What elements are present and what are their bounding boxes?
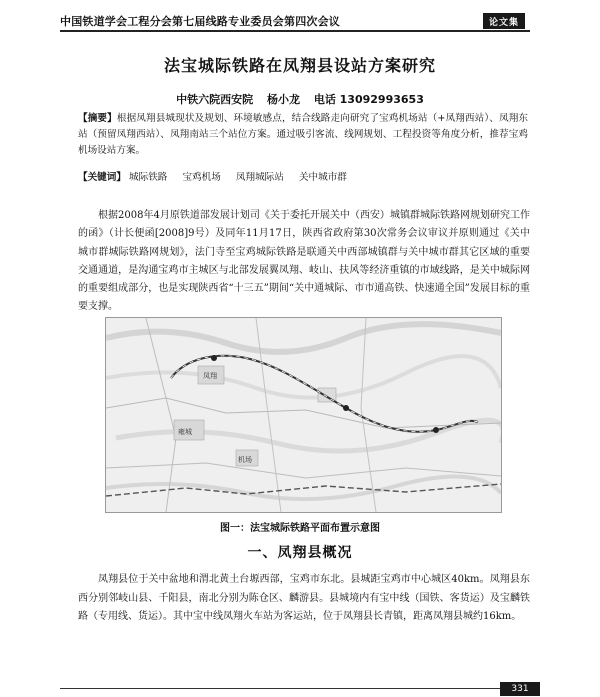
keyword: 城际铁路 xyxy=(129,172,168,183)
footer-rule xyxy=(60,688,500,689)
figure-caption: 图一：法宝城际铁路平面布置示意图 xyxy=(220,523,380,534)
abstract-text: 根据凤翔县城现状及规划、环境敏感点，结合线路走向研究了宝鸡机场站（+凤翔西站）、凤翔东站（预留凤翔西站）、凤翔南站三个站位方案。通过吸引客流、线网规划、工程投资等角度分析，推荐宝鸡机场设站方案。 xyxy=(78,113,528,156)
proceedings-badge: 论文集 xyxy=(483,13,525,29)
keyword: 凤翔城际站 xyxy=(235,172,284,183)
route-map xyxy=(106,318,501,512)
intro-paragraph: 根据2008年4月原铁道部发展计划司《关于委托开展关中（西安）城镇群城际铁路网规划研究工作的函》（计长便函[2008]9号）及同年11月17日，陕西省政府第30次常务会议审议并原则通过《关中城市群城际铁路网规划》，法门寺至宝鸡城际铁路是联通关中西部城镇群与关中城市群其它区域的重要交通通道，是沟通宝鸡市主城区与北部发展翼凤翔、岐山、扶风等经济重镇的市域线路，是关中城际网的重要组成部分，也是实现陕西省“十三五”期间“关中通城际、市市通高铁、快速通全国”发展目标的重要支撑。 xyxy=(78,210,530,313)
map-label: 机场 xyxy=(238,456,252,464)
section-heading: 一、凤翔县概况 xyxy=(247,545,353,561)
abstract xyxy=(78,111,528,159)
keywords xyxy=(78,169,528,183)
running-header: 中国铁道学会工程分会第七届线路专业委员会第四次会议 xyxy=(60,15,340,28)
keyword: 关中城市群 xyxy=(298,172,347,183)
section-paragraph: 凤翔县位于关中盆地和渭北黄土台塬西部，宝鸡市东北。县城距宝鸡市中心城区40km。凤翔县东西分别邻岐山县、千阳县，南北分别为陈仓区、麟游县。县城境内有宝中线（国铁、客货运）及宝麟铁路（专用线、货运）。其中宝中线凤翔火车站为客运站，位于凤翔县长青镇，距离凤翔县城约16km。 xyxy=(78,574,530,622)
keywords-label: 【关键词】 xyxy=(78,172,126,183)
page-number: 331 xyxy=(500,682,540,696)
header-rule xyxy=(60,30,530,32)
abstract-label: 【摘要】 xyxy=(78,113,117,124)
author-phone: 电话 13092993653 xyxy=(313,93,424,106)
author-name: 杨小龙 xyxy=(266,93,300,106)
keyword: 宝鸡机场 xyxy=(182,172,221,183)
route-map-figure xyxy=(105,317,502,513)
paper-title: 法宝城际铁路在凤翔县设站方案研究 xyxy=(163,56,436,75)
map-label: 雍城 xyxy=(178,428,192,436)
author-line xyxy=(0,91,600,107)
author-org: 中铁六院西安院 xyxy=(176,93,254,106)
map-label: 凤翔 xyxy=(203,372,217,380)
